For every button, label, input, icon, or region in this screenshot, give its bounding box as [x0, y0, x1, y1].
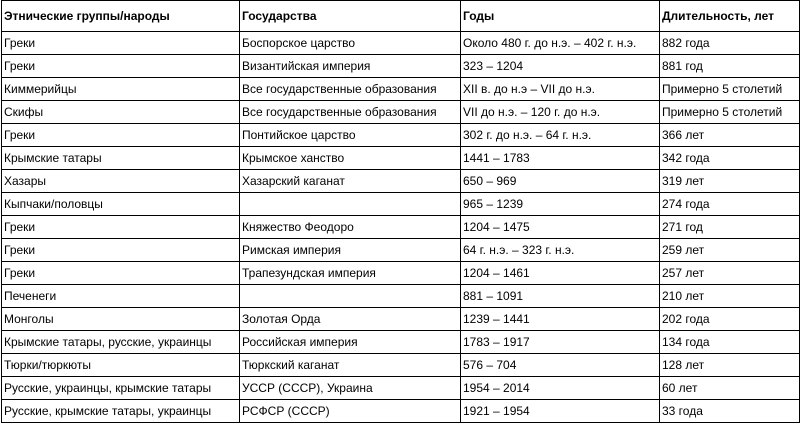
table-row [2, 331, 800, 354]
cell-years: 965 – 1239 [461, 193, 660, 216]
cell-years: 323 – 1204 [461, 55, 660, 78]
cell-ethnic-group: Монголы [2, 308, 240, 331]
cell-duration: 274 года [660, 193, 800, 216]
cell-ethnic-group: Киммерийцы [2, 78, 240, 101]
cell-years: 576 – 704 [461, 354, 660, 377]
table-header [2, 1, 800, 32]
header-duration: Длительность, лет [660, 1, 800, 32]
cell-duration: 319 лет [660, 170, 800, 193]
cell-state: Римская империя [240, 239, 461, 262]
cell-state: Все государственные образования [240, 101, 461, 124]
table-body [2, 32, 800, 423]
header-years: Годы [461, 1, 660, 32]
cell-years: XII в. до н.э – VII до н.э. [461, 78, 660, 101]
cell-ethnic-group: Крымские татары, русские, украинцы [2, 331, 240, 354]
cell-duration: 210 лет [660, 285, 800, 308]
cell-state [240, 193, 461, 216]
cell-ethnic-group: Крымские татары [2, 147, 240, 170]
cell-years: 1204 – 1461 [461, 262, 660, 285]
table-row [2, 285, 800, 308]
table-row [2, 193, 800, 216]
cell-state: Боспорское царство [240, 32, 461, 55]
cell-duration: 60 лет [660, 377, 800, 400]
table-row [2, 239, 800, 262]
cell-state: Все государственные образования [240, 78, 461, 101]
cell-ethnic-group: Кыпчаки/половцы [2, 193, 240, 216]
cell-duration: 128 лет [660, 354, 800, 377]
header-states: Государства [240, 1, 461, 32]
cell-ethnic-group: Греки [2, 55, 240, 78]
cell-years: 1204 – 1475 [461, 216, 660, 239]
cell-state: Трапезундская империя [240, 262, 461, 285]
table-row [2, 216, 800, 239]
cell-ethnic-group: Греки [2, 216, 240, 239]
cell-duration: 882 года [660, 32, 800, 55]
table-row [2, 354, 800, 377]
cell-state: УССР (СССР), Украина [240, 377, 461, 400]
cell-state: Хазарский каганат [240, 170, 461, 193]
table-row [2, 101, 800, 124]
cell-years: 1441 – 1783 [461, 147, 660, 170]
cell-years: 64 г. н.э. – 323 г. н.э. [461, 239, 660, 262]
cell-state: Золотая Орда [240, 308, 461, 331]
cell-state: РСФСР (СССР) [240, 400, 461, 423]
cell-state: Княжество Феодоро [240, 216, 461, 239]
cell-state: Крымское ханство [240, 147, 461, 170]
cell-years: VII до н.э. – 120 г. до н.э. [461, 101, 660, 124]
cell-ethnic-group: Скифы [2, 101, 240, 124]
ethnic-states-table [1, 0, 800, 423]
cell-duration: 271 год [660, 216, 800, 239]
table-row [2, 147, 800, 170]
cell-years: 1783 – 1917 [461, 331, 660, 354]
cell-duration: 134 года [660, 331, 800, 354]
cell-duration: 257 лет [660, 262, 800, 285]
table-row [2, 124, 800, 147]
cell-ethnic-group: Греки [2, 239, 240, 262]
cell-years: 881 – 1091 [461, 285, 660, 308]
cell-duration: Примерно 5 столетий [660, 78, 800, 101]
cell-years: 302 г. до н.э. – 64 г. н.э. [461, 124, 660, 147]
cell-ethnic-group: Хазары [2, 170, 240, 193]
cell-duration: 33 года [660, 400, 800, 423]
cell-ethnic-group: Греки [2, 262, 240, 285]
cell-ethnic-group: Тюрки/тюркюты [2, 354, 240, 377]
cell-state [240, 285, 461, 308]
cell-years: 650 – 969 [461, 170, 660, 193]
cell-ethnic-group: Русские, украинцы, крымские татары [2, 377, 240, 400]
cell-state: Понтийское царство [240, 124, 461, 147]
cell-duration: Примерно 5 столетий [660, 101, 800, 124]
cell-duration: 366 лет [660, 124, 800, 147]
cell-state: Российская империя [240, 331, 461, 354]
cell-years: 1921 – 1954 [461, 400, 660, 423]
cell-duration: 881 год [660, 55, 800, 78]
cell-years: Около 480 г. до н.э. – 402 г. н.э. [461, 32, 660, 55]
cell-years: 1239 – 1441 [461, 308, 660, 331]
table-row [2, 400, 800, 423]
cell-duration: 259 лет [660, 239, 800, 262]
cell-ethnic-group: Печенеги [2, 285, 240, 308]
cell-state: Византийская империя [240, 55, 461, 78]
cell-years: 1954 – 2014 [461, 377, 660, 400]
cell-state: Тюркский каганат [240, 354, 461, 377]
table-row [2, 32, 800, 55]
table-row [2, 377, 800, 400]
table-row [2, 262, 800, 285]
cell-ethnic-group: Греки [2, 124, 240, 147]
table-row [2, 78, 800, 101]
header-row [2, 1, 800, 32]
table-row [2, 170, 800, 193]
cell-ethnic-group: Русские, крымские татары, украинцы [2, 400, 240, 423]
header-ethnic-groups: Этнические группы/народы [2, 1, 240, 32]
cell-duration: 202 года [660, 308, 800, 331]
table-row [2, 308, 800, 331]
table-row [2, 55, 800, 78]
cell-duration: 342 года [660, 147, 800, 170]
cell-ethnic-group: Греки [2, 32, 240, 55]
